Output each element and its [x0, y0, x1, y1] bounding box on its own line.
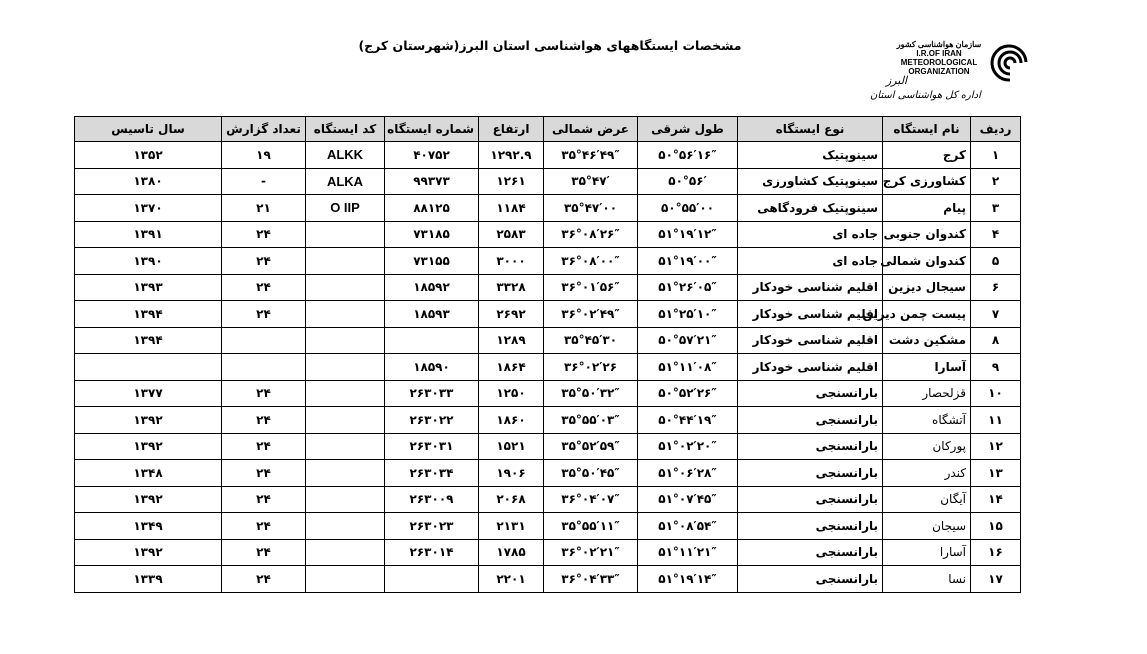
cell-station-number: ۲۶۳۰۳۱: [385, 433, 479, 460]
cell-station-number: ۲۶۳۰۳۴: [385, 460, 479, 487]
cell-report-count: ۲۴: [222, 460, 306, 487]
cell-station-type: جاده ای: [738, 221, 883, 248]
header-report-count: تعداد گزارش: [222, 117, 306, 142]
cell-latitude: ۳۵°۴۵′۳۰: [544, 327, 638, 354]
table-row: [75, 327, 1021, 354]
cell-station-number: ۱۸۵۹۲: [385, 274, 479, 301]
header-latitude: عرض شمالی: [544, 117, 638, 142]
table-row: [75, 433, 1021, 460]
cell-founded-year: ۱۳۹۲: [75, 486, 222, 513]
cell-station-type: جاده ای: [738, 248, 883, 275]
table-row: [75, 460, 1021, 487]
cell-longitude: ۵۰°۵۶′: [638, 168, 738, 195]
cell-longitude: ۵۱°۰۶′۲۸″: [638, 460, 738, 487]
cell-altitude: ۲۵۸۳: [479, 221, 544, 248]
cell-longitude: ۵۱°۱۹′۱۲″: [638, 221, 738, 248]
header-station-number: شماره ایستگاه: [385, 117, 479, 142]
cell-latitude: ۳۶°۰۲′۴۹″: [544, 301, 638, 328]
office-handwriting: اداره کل هواشناسی استان: [870, 90, 981, 101]
cell-longitude: ۵۰°۵۶′۱۶″: [638, 142, 738, 169]
cell-row-number: ۸: [971, 327, 1021, 354]
table-row: [75, 248, 1021, 275]
cell-founded-year: ۱۳۹۴: [75, 301, 222, 328]
cell-station-number: ۷۳۱۵۵: [385, 248, 479, 275]
cell-station-code: ALKK: [306, 142, 385, 169]
cell-station-type: بارانسنجی: [738, 486, 883, 513]
cell-station-number: [385, 327, 479, 354]
cell-station-code: ALKA: [306, 168, 385, 195]
cell-altitude: ۱۲۹۲.۹: [479, 142, 544, 169]
org-name-en-3: ORGANIZATION: [908, 67, 970, 76]
cell-station-type: بارانسنجی: [738, 433, 883, 460]
cell-longitude: ۵۱°۲۶′۰۵″: [638, 274, 738, 301]
cell-station-type: بارانسنجی: [738, 513, 883, 540]
cell-station-code: [306, 539, 385, 566]
cell-longitude: ۵۱°۲۵′۱۰″: [638, 301, 738, 328]
cell-station-number: [385, 566, 479, 593]
cell-row-number: ۱۷: [971, 566, 1021, 593]
cell-row-number: ۶: [971, 274, 1021, 301]
cell-row-number: ۷: [971, 301, 1021, 328]
page-title: مشخصات ایستگاههای هواشناسی استان البرز(شهرستان کرج): [358, 38, 742, 53]
cell-station-name: آسارا: [883, 354, 971, 381]
cell-row-number: ۳: [971, 195, 1021, 222]
cell-station-name: قزلحصار: [883, 380, 971, 407]
cell-station-type: بارانسنجی: [738, 539, 883, 566]
cell-report-count: ۱۹: [222, 142, 306, 169]
cell-station-type: بارانسنجی: [738, 460, 883, 487]
cell-station-number: ۲۶۳۰۲۳: [385, 513, 479, 540]
cell-row-number: ۱۰: [971, 380, 1021, 407]
cell-station-type: اقلیم شناسی خودکار: [738, 354, 883, 381]
cell-longitude: ۵۱°۰۷′۴۵″: [638, 486, 738, 513]
cell-longitude: ۵۰°۴۴′۱۹″: [638, 407, 738, 434]
cell-report-count: ۲۴: [222, 274, 306, 301]
cell-station-code: [306, 380, 385, 407]
cell-station-type: بارانسنجی: [738, 380, 883, 407]
cell-station-name: کندر: [883, 460, 971, 487]
cell-station-name: کندوان جنوبی: [883, 221, 971, 248]
stations-table: [74, 116, 1021, 593]
cell-report-count: -: [222, 168, 306, 195]
cell-row-number: ۱۴: [971, 486, 1021, 513]
cell-station-name: پیام: [883, 195, 971, 222]
cell-founded-year: [75, 354, 222, 381]
cell-station-name: آتشگاه: [883, 407, 971, 434]
cell-latitude: ۳۵°۴۶′۴۹″: [544, 142, 638, 169]
table-row: [75, 301, 1021, 328]
cell-founded-year: ۱۳۳۹: [75, 566, 222, 593]
cell-altitude: ۳۳۲۸: [479, 274, 544, 301]
cell-latitude: ۳۶°۰۲′۲۶: [544, 354, 638, 381]
header-founded-year: سال تاسیس: [75, 117, 222, 142]
cell-station-number: ۱۸۵۹۳: [385, 301, 479, 328]
cell-altitude: ۲۲۰۱: [479, 566, 544, 593]
cell-latitude: ۳۵°۵۰′۳۲″: [544, 380, 638, 407]
table-row: [75, 566, 1021, 593]
cell-station-code: [306, 566, 385, 593]
cell-station-number: ۲۶۳۰۱۴: [385, 539, 479, 566]
table-row: [75, 407, 1021, 434]
cell-latitude: ۳۵°۵۰′۴۵″: [544, 460, 638, 487]
cell-longitude: ۵۰°۵۲′۲۶″: [638, 380, 738, 407]
cell-altitude: ۱۷۸۵: [479, 539, 544, 566]
cell-report-count: ۲۴: [222, 486, 306, 513]
table-row: [75, 380, 1021, 407]
cell-station-number: ۹۹۳۷۳: [385, 168, 479, 195]
cell-altitude: ۲۰۶۸: [479, 486, 544, 513]
cell-station-type: اقلیم شناسی خودکار: [738, 301, 883, 328]
cell-latitude: ۳۶°۰۸′۲۶″: [544, 221, 638, 248]
cell-report-count: ۲۴: [222, 407, 306, 434]
cell-station-number: ۷۳۱۸۵: [385, 221, 479, 248]
cell-row-number: ۱۳: [971, 460, 1021, 487]
cell-station-name: آسارا: [883, 539, 971, 566]
cell-station-code: O IIP: [306, 195, 385, 222]
table-row: [75, 168, 1021, 195]
cell-station-type: سینوپتیک فرودگاهی: [738, 195, 883, 222]
table-row: [75, 486, 1021, 513]
cell-row-number: ۱۱: [971, 407, 1021, 434]
cell-station-code: [306, 513, 385, 540]
cell-founded-year: ۱۳۴۸: [75, 460, 222, 487]
cell-station-code: [306, 301, 385, 328]
cell-station-type: بارانسنجی: [738, 566, 883, 593]
cell-founded-year: ۱۳۷۷: [75, 380, 222, 407]
table-header-row: [75, 117, 1021, 142]
cell-longitude: ۵۱°۱۹′۱۴″: [638, 566, 738, 593]
cell-latitude: ۳۵°۵۵′۱۱″: [544, 513, 638, 540]
cell-longitude: ۵۱°۱۱′۰۸″: [638, 354, 738, 381]
cell-station-number: ۲۶۳۰۳۳: [385, 380, 479, 407]
cell-altitude: ۱۵۲۱: [479, 433, 544, 460]
cell-row-number: ۹: [971, 354, 1021, 381]
cell-altitude: ۳۰۰۰: [479, 248, 544, 275]
cell-longitude: ۵۱°۱۱′۲۱″: [638, 539, 738, 566]
header-longitude: طول شرقی: [638, 117, 738, 142]
province-handwriting: البرز: [886, 74, 908, 87]
cell-report-count: ۲۴: [222, 380, 306, 407]
cell-report-count: ۲۱: [222, 195, 306, 222]
table-row: [75, 195, 1021, 222]
cell-report-count: ۲۴: [222, 248, 306, 275]
cell-altitude: ۱۸۶۴: [479, 354, 544, 381]
cell-station-type: سینوپتیک: [738, 142, 883, 169]
cell-station-type: سینوپتیک کشاورزی: [738, 168, 883, 195]
cell-station-code: [306, 407, 385, 434]
cell-founded-year: ۱۳۸۰: [75, 168, 222, 195]
cell-altitude: ۱۲۶۱: [479, 168, 544, 195]
cell-latitude: ۳۶°۰۴′۰۷″: [544, 486, 638, 513]
cell-row-number: ۱۶: [971, 539, 1021, 566]
cell-station-type: بارانسنجی: [738, 407, 883, 434]
cell-row-number: ۱: [971, 142, 1021, 169]
cell-latitude: ۳۶°۰۴′۳۳″: [544, 566, 638, 593]
cell-report-count: ۲۴: [222, 566, 306, 593]
organization-logo: [872, 38, 1032, 108]
table-row: [75, 142, 1021, 169]
cell-row-number: ۵: [971, 248, 1021, 275]
cell-latitude: ۳۶°۰۲′۲۱″: [544, 539, 638, 566]
cell-latitude: ۳۵°۴۷′: [544, 168, 638, 195]
cell-station-name: کندوان شمالی: [883, 248, 971, 275]
cell-longitude: ۵۱°۱۹′۰۰″: [638, 248, 738, 275]
cell-latitude: ۳۶°۰۱′۵۶″: [544, 274, 638, 301]
cell-founded-year: ۱۳۹۱: [75, 221, 222, 248]
cell-longitude: ۵۰°۵۷′۲۱″: [638, 327, 738, 354]
cell-altitude: ۲۱۳۱: [479, 513, 544, 540]
cell-row-number: ۱۲: [971, 433, 1021, 460]
cell-station-code: [306, 433, 385, 460]
cell-founded-year: ۱۳۹۴: [75, 327, 222, 354]
cell-latitude: ۳۵°۵۲′۵۹″: [544, 433, 638, 460]
cell-longitude: ۵۱°۰۲′۲۰″: [638, 433, 738, 460]
cell-row-number: ۴: [971, 221, 1021, 248]
cell-report-count: ۲۴: [222, 539, 306, 566]
cell-station-code: [306, 460, 385, 487]
cell-report-count: ۲۴: [222, 513, 306, 540]
cell-founded-year: ۱۳۷۰: [75, 195, 222, 222]
cell-station-name: کرج: [883, 142, 971, 169]
cell-longitude: ۵۰°۵۵′۰۰: [638, 195, 738, 222]
cell-station-type: اقلیم شناسی خودکار: [738, 274, 883, 301]
org-name-en-1: I.R.OF IRAN: [916, 49, 962, 58]
header-station-code: کد ایستگاه: [306, 117, 385, 142]
header-station-name: نام ایستگاه: [883, 117, 971, 142]
cell-founded-year: ۱۳۹۰: [75, 248, 222, 275]
table-row: [75, 539, 1021, 566]
cell-altitude: ۱۲۵۰: [479, 380, 544, 407]
cell-station-name: نسا: [883, 566, 971, 593]
header-altitude: ارتفاع: [479, 117, 544, 142]
header-row-number: ردیف: [971, 117, 1021, 142]
cell-station-code: [306, 221, 385, 248]
cell-report-count: [222, 327, 306, 354]
cell-longitude: ۵۱°۰۸′۵۴″: [638, 513, 738, 540]
table-row: [75, 274, 1021, 301]
cell-station-number: ۲۶۳۰۰۹: [385, 486, 479, 513]
cell-founded-year: ۱۳۴۹: [75, 513, 222, 540]
table-row: [75, 513, 1021, 540]
header-station-type: نوع ایستگاه: [738, 117, 883, 142]
cell-altitude: ۱۱۸۴: [479, 195, 544, 222]
cell-station-code: [306, 248, 385, 275]
cell-station-code: [306, 274, 385, 301]
cell-station-name: سیجال دیزین: [883, 274, 971, 301]
cell-report-count: [222, 354, 306, 381]
cell-station-name: پورکان: [883, 433, 971, 460]
table-row: [75, 354, 1021, 381]
table-row: [75, 221, 1021, 248]
cell-altitude: ۱۸۶۰: [479, 407, 544, 434]
cell-station-number: ۴۰۷۵۲: [385, 142, 479, 169]
cell-station-name: پیست چمن دیزین: [883, 301, 971, 328]
cell-station-name: آیگان: [883, 486, 971, 513]
cell-station-name: سیجان: [883, 513, 971, 540]
cell-latitude: ۳۵°۴۷′۰۰: [544, 195, 638, 222]
cell-station-code: [306, 486, 385, 513]
cell-founded-year: ۱۳۹۳: [75, 274, 222, 301]
cell-station-number: ۱۸۵۹۰: [385, 354, 479, 381]
cell-station-name: کشاورزی کرج: [883, 168, 971, 195]
cell-founded-year: ۱۳۵۲: [75, 142, 222, 169]
cell-row-number: ۲: [971, 168, 1021, 195]
cell-altitude: ۲۶۹۲: [479, 301, 544, 328]
cell-station-number: ۸۸۱۲۵: [385, 195, 479, 222]
cell-station-code: [306, 327, 385, 354]
cell-latitude: ۳۶°۰۸′۰۰″: [544, 248, 638, 275]
cell-founded-year: ۱۳۹۲: [75, 539, 222, 566]
org-name-en-2: METEOROLOGICAL: [900, 58, 978, 67]
cell-station-name: مشکین دشت: [883, 327, 971, 354]
cell-station-code: [306, 354, 385, 381]
cell-latitude: ۳۵°۵۵′۰۳″: [544, 407, 638, 434]
cell-report-count: ۲۴: [222, 301, 306, 328]
cell-founded-year: ۱۳۹۲: [75, 433, 222, 460]
cell-report-count: ۲۴: [222, 433, 306, 460]
cell-station-type: اقلیم شناسی خودکار: [738, 327, 883, 354]
cell-row-number: ۱۵: [971, 513, 1021, 540]
cell-station-number: ۲۶۳۰۲۲: [385, 407, 479, 434]
cell-founded-year: ۱۳۹۲: [75, 407, 222, 434]
cell-altitude: ۱۲۸۹: [479, 327, 544, 354]
cell-altitude: ۱۹۰۶: [479, 460, 544, 487]
cell-report-count: ۲۴: [222, 221, 306, 248]
org-name-fa: سازمان هواشناسی کشور: [896, 40, 982, 49]
